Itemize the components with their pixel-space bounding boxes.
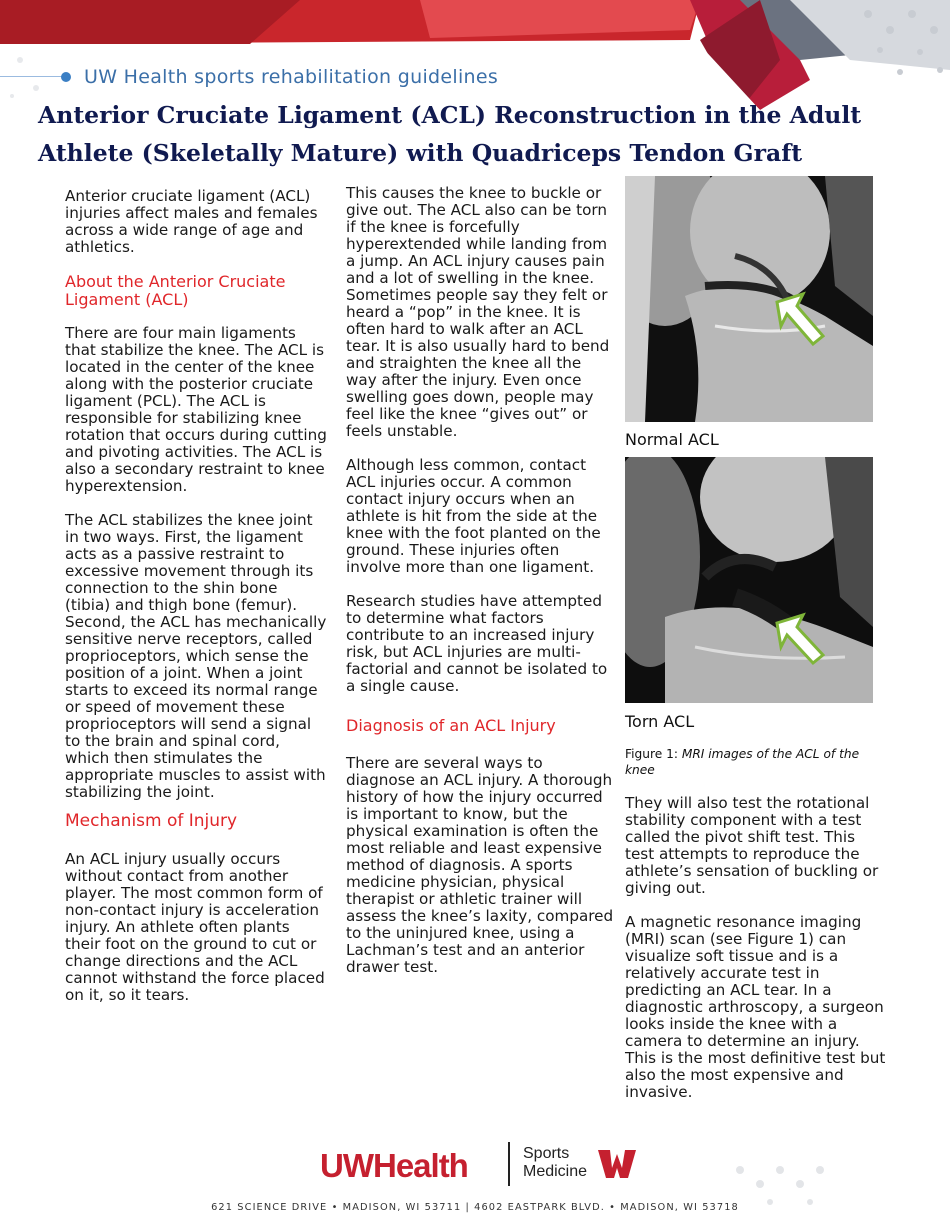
logo-wordmark — [320, 1147, 468, 1185]
label-torn-acl: Torn ACL — [625, 712, 695, 731]
research-paragraph: Research studies have attempted to determine what factors contribute to an increased injury risk, but ACL injuries are multi-factorial and cannot be isolated to a single cause. — [346, 592, 608, 695]
caption-prefix: Figure 1: — [625, 747, 682, 761]
buckle-paragraph: This causes the knee to buckle or give out. The ACL also can be torn if the knee is forcefully hyperextended while landing from a jump. An ACL injury causes pain and a lot of swelling in the knee. Sometimes people say they felt or heard a “pop” in the knee. It is often hard to walk after an ACL tear. It is also usually hard to bend and straighten the knee all the way after the injury. Even once swelling goes down, people may feel like the knee “gives out” or feels unstable. — [346, 184, 610, 440]
mri-image-torn — [625, 457, 873, 703]
logo-health: Health — [372, 1147, 468, 1184]
logo-uw: UW — [320, 1147, 373, 1184]
diagnosis-paragraph: There are several ways to diagnose an ACL injury. A thorough history of how the injury occurred is important to know, but the physical examination is often the most reliable and least expensive method of diagnosis. A sports medicine physician, physical therapist or athletic trainer will assess the knee’s laxity, compared to the uninjured knee, using a Lachman’s test and an anterior drawer test. — [346, 753, 614, 976]
heading-about-acl: About the Anterior Cruciate Ligament (ACL) — [65, 272, 286, 309]
series-dot — [61, 72, 71, 82]
column-3 — [625, 795, 887, 1101]
ligaments-paragraph: There are four main ligaments that stabilize the knee. The ACL is located in the center of the knee along with the posterior cruciate ligament (PCL). The ACL is responsible for stabilizing knee rotation that occurs during cutting and pivoting activities. The ACL is also a secondary restraint to knee hyperextension. — [65, 324, 327, 495]
footer-address: 621 SCIENCE DRIVE • MADISON, WI 53711 | 4602 EASTPARK BLVD. • MADISON, WI 53718 — [211, 1202, 739, 1213]
header-banner — [0, 0, 950, 110]
mri-paragraph: A magnetic resonance imaging (MRI) scan (see Figure 1) can visualize soft tissue and is a relatively accurate test in predicting an ACL tear. In a diagnostic arthroscopy, a surgeon looks inside the knee with a camera to determine an injury. This is the most definitive test but also the most expensive and invasive. — [625, 913, 886, 1101]
pivot-paragraph: They will also test the rotational stability component with a test called the pivot shift test. This test attempts to reproduce the athlete’s sensation of buckling or giving out. — [625, 794, 879, 897]
figure-caption — [625, 747, 875, 778]
uw-health-logo — [320, 1142, 650, 1192]
column-1 — [65, 188, 327, 1004]
stabilizes-paragraph: The ACL stabilizes the knee joint in two ways. First, the ligament acts as a passive restraint to excessive movement through its connection to the shin bone (tibia) and thigh bone (femur). Second, the ACL has mechanically sensitive nerve receptors, called proprioceptors, which sense the position of a joint. When a joint starts to exceed its normal range or speed of movement these proprioceptors will send a signal to the brain and spinal cord, which then stimulates the appropriate muscles to assist with stabilizing the joint. — [65, 511, 327, 801]
footer-hex-pattern — [700, 1150, 860, 1229]
logo-divider — [508, 1142, 510, 1186]
logo-medicine: Medicine — [523, 1163, 588, 1180]
series-line — [0, 76, 62, 77]
heading-diagnosis: Diagnosis of an ACL Injury — [346, 716, 556, 735]
page-title: Anterior Cruciate Ligament (ACL) Reconstruction in the Adult Athlete (Skeletally Mature) with Quadriceps Tendon Graft — [38, 101, 862, 167]
logo-sports: Sports — [523, 1145, 570, 1162]
mri-image-normal — [625, 176, 873, 422]
mechanism-paragraph: An ACL injury usually occurs without contact from another player. The most common form of non-contact injury is acceleration injury. An athlete often plants their foot on the ground to cut or change directions and the ACL cannot withstand the force placed on it, so it tears. — [65, 849, 325, 1004]
caption-text: MRI images of the ACL of the knee — [625, 747, 860, 777]
label-normal-acl: Normal ACL — [625, 430, 719, 449]
series-title: UW Health sports rehabilitation guidelines — [84, 66, 499, 88]
heading-mechanism: Mechanism of Injury — [65, 811, 238, 831]
contact-paragraph: Although less common, contact ACL injuries occur. A common contact injury occurs when an athlete is hit from the side at the knee with the foot planted on the ground. These injuries often involve more than one ligament. — [346, 456, 601, 576]
intro-paragraph: Anterior cruciate ligament (ACL) injuries affect males and females across a wide range of age and athletics. — [65, 187, 318, 256]
motion-w-icon — [598, 1146, 636, 1180]
column-2 — [346, 185, 614, 976]
logo-sports-medicine — [523, 1145, 587, 1181]
